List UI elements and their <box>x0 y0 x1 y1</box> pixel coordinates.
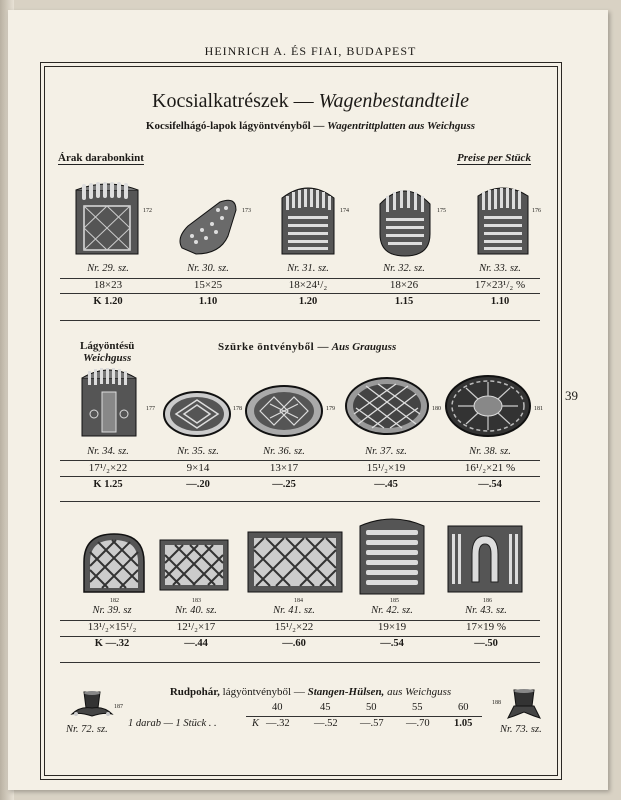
publisher-header: HEINRICH A. ÉS FIAI, BUDAPEST <box>204 44 417 58</box>
fig-label: 172 <box>143 208 152 214</box>
fig-label: 181 <box>534 406 543 412</box>
tread-plate-36-icon <box>244 384 324 438</box>
divider <box>246 716 482 717</box>
item-price: 1.10 <box>490 296 510 307</box>
rud-size: 55 <box>412 702 423 713</box>
rud-currency: K <box>252 718 260 729</box>
item-number: Nr. 42. sz. <box>371 605 413 616</box>
item-38 <box>440 446 540 490</box>
rud-title-de: Stangen-Hülsen, <box>307 686 385 698</box>
tread-plate-40-icon <box>158 538 230 592</box>
rud-price: —.32 <box>266 718 290 729</box>
subtitle-de: Wagentrittplatten aus Weichguss <box>327 120 476 132</box>
tread-plate-37-icon <box>344 376 430 436</box>
item-size: 15¹/₂×19 <box>366 462 406 474</box>
tread-plate-30-icon <box>176 198 240 256</box>
item-36 <box>236 446 332 490</box>
tread-plate-39-icon <box>82 532 146 594</box>
item-29 <box>60 263 156 307</box>
item-price: —.60 <box>282 638 306 649</box>
item-price: —.50 <box>474 638 498 649</box>
rud-price: —.70 <box>406 718 430 729</box>
tread-plate-43-icon <box>446 524 524 594</box>
item-size: 17×19 % <box>465 621 507 633</box>
item-size: 18×24¹/₂ <box>288 279 328 291</box>
rud-left-nr: Nr. 72. sz. <box>66 724 108 735</box>
item-size: 13×17 <box>269 462 299 474</box>
item-number: Nr. 34. sz. <box>87 446 129 457</box>
rud-title-mid: lágyöntvényből — <box>222 686 305 698</box>
item-number: Nr. 30. sz. <box>187 263 229 274</box>
item-number: Nr. 38. sz. <box>469 446 511 457</box>
stangen-huelse-73-icon <box>504 688 544 722</box>
section2-de: Aus Grauguss <box>331 341 397 353</box>
item-number: Nr. 36. sz. <box>263 446 305 457</box>
item-size: 15×25 <box>193 279 223 291</box>
note-left: Árak darabonkint <box>58 152 144 164</box>
stangen-huelse-72-icon <box>70 690 114 722</box>
item-size: 18×23 <box>93 279 123 291</box>
item-number: Nr. 32. sz. <box>383 263 425 274</box>
divider <box>60 501 540 502</box>
item-number: Nr. 33. sz. <box>479 263 521 274</box>
item-number: Nr. 31. sz. <box>287 263 329 274</box>
item-size: 15¹/₂×22 <box>274 621 314 633</box>
fig-label: 187 <box>114 704 123 710</box>
item-price: 1.20 <box>298 296 318 307</box>
tread-plate-35-icon <box>162 390 232 438</box>
item-number: Nr. 40. sz. <box>175 605 217 616</box>
item-price: —.25 <box>272 479 296 490</box>
fig-label: 188 <box>492 700 501 706</box>
tread-plate-42-icon <box>358 516 426 596</box>
item-size: 12¹/₂×17 <box>176 621 216 633</box>
item-price: —.54 <box>478 479 502 490</box>
item-size: 16¹/₂×21 % <box>464 462 516 474</box>
fig-label: 186 <box>483 598 492 604</box>
item-32 <box>356 263 452 307</box>
item-34 <box>60 446 156 490</box>
page-number: 39 <box>565 388 578 403</box>
fig-label: 183 <box>192 598 201 604</box>
item-35 <box>150 446 246 490</box>
note-right: Preise per Stück <box>457 152 531 164</box>
rud-right-nr: Nr. 73. sz. <box>500 724 542 735</box>
fig-label: 179 <box>326 406 335 412</box>
rud-size: 60 <box>458 702 469 713</box>
tread-plate-31-icon <box>280 184 336 256</box>
rud-size: 45 <box>320 702 331 713</box>
fig-label: 184 <box>294 598 303 604</box>
item-number: Nr. 41. sz. <box>273 605 315 616</box>
item-33 <box>450 263 550 307</box>
section2-heading <box>218 341 396 353</box>
item-43 <box>436 605 536 649</box>
section2-left-de: Weichguss <box>83 352 132 364</box>
item-price: 1.15 <box>394 296 414 307</box>
title-de: Wagenbestandteile <box>318 90 469 112</box>
page-subtitle <box>0 120 621 132</box>
item-number: Nr. 37. sz. <box>365 446 407 457</box>
tread-plate-34-icon <box>80 366 138 438</box>
item-price: —.45 <box>374 479 398 490</box>
fig-label: 176 <box>532 208 541 214</box>
item-number: Nr. 29. sz. <box>87 263 129 274</box>
item-40 <box>148 605 244 649</box>
item-size: 9×14 <box>186 462 210 474</box>
item-30 <box>160 263 256 307</box>
item-price: —.54 <box>380 638 404 649</box>
fig-label: 173 <box>242 208 251 214</box>
item-37 <box>338 446 434 490</box>
item-price: K 1.25 <box>93 479 123 490</box>
title-hu: Kocsialkatrészek — <box>152 90 314 112</box>
item-size: 19×19 <box>377 621 407 633</box>
item-price: 1.10 <box>198 296 218 307</box>
tread-plate-38-icon <box>444 374 532 438</box>
subtitle-hu: Kocsifelhágó-lapok lágyöntvényből — <box>145 120 325 132</box>
section2-left-hu: Lágyöntésü <box>80 340 135 352</box>
tread-plate-29-icon <box>74 180 142 256</box>
item-size: 17¹/₂×22 <box>88 462 128 474</box>
section2-hu: Szürke öntvényből — <box>218 341 329 353</box>
tread-plate-33-icon <box>476 184 530 256</box>
rud-size: 40 <box>272 702 283 713</box>
page-title <box>0 90 621 113</box>
rud-price: —.52 <box>314 718 338 729</box>
item-price: —.44 <box>184 638 208 649</box>
item-size: 13¹/₂×15¹/₂ <box>87 621 137 633</box>
tread-plate-41-icon <box>246 530 344 594</box>
rud-unit: 1 darab — 1 Stück . . <box>128 718 217 729</box>
fig-label: 178 <box>233 406 242 412</box>
fig-label: 174 <box>340 208 349 214</box>
item-31 <box>260 263 356 307</box>
rud-title-end: aus Weichguss <box>387 686 452 698</box>
item-number: Nr. 35. sz. <box>177 446 219 457</box>
item-size: 18×26 <box>389 279 419 291</box>
rud-price: 1.05 <box>454 718 473 729</box>
item-number: Nr. 43. sz. <box>465 605 507 616</box>
rud-price: —.57 <box>360 718 384 729</box>
section2-left <box>80 340 134 364</box>
fig-label: 185 <box>390 598 399 604</box>
tread-plate-32-icon <box>376 184 434 258</box>
item-price: K —.32 <box>94 638 130 649</box>
divider <box>60 662 540 663</box>
fig-label: 182 <box>110 598 119 604</box>
item-41 <box>246 605 342 649</box>
item-price: —.20 <box>186 479 210 490</box>
fig-label: 180 <box>432 406 441 412</box>
item-42 <box>344 605 440 649</box>
divider <box>60 320 540 321</box>
fig-label: 177 <box>146 406 155 412</box>
fig-label: 175 <box>437 208 446 214</box>
rud-title-hu: Rudpohár, <box>169 686 220 698</box>
item-39 <box>64 605 160 649</box>
item-number: Nr. 39. sz <box>92 605 132 616</box>
item-size: 17×23¹/₂ % <box>474 279 526 291</box>
rud-size: 50 <box>366 702 377 713</box>
item-price: K 1.20 <box>93 296 123 307</box>
